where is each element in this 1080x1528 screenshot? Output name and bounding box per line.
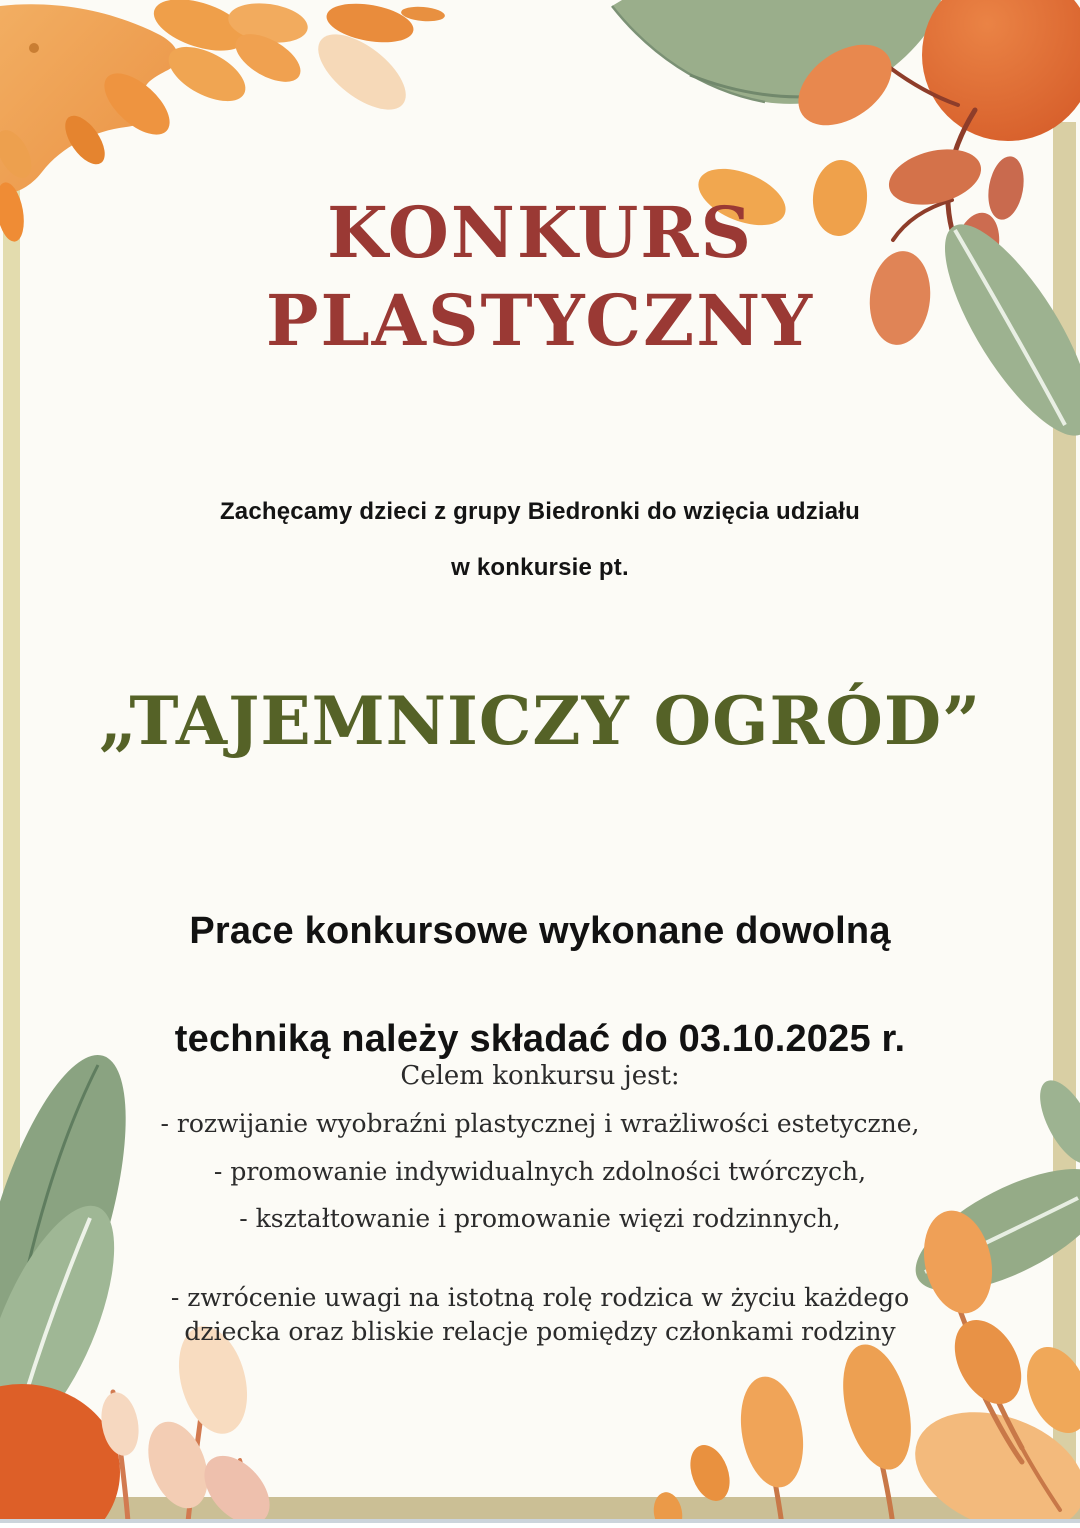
intro-text-line1: Zachęcamy dzieci z grupy Biedronki do wzięcia udziału: [219, 498, 861, 525]
photo-bottom-edge: [0, 1519, 1080, 1528]
goal-item-text: - zwrócenie uwagi na istotną rolę rodzica w życiu każdego dziecka oraz bliskie relacje pomiędzy członkami rodziny: [170, 1283, 910, 1346]
goal-item: - promowanie indywidualnych zdolności twórczych,: [213, 1157, 867, 1186]
intro-text-line2: w konkursie pt.: [451, 554, 629, 581]
submission-line2: techniką należy składać do 03.10.2025 r.: [174, 1018, 906, 1060]
poster-title-line2: PLASTYCZNY: [265, 279, 815, 362]
submission-line1: Prace konkursowe wykonane dowolną: [189, 910, 891, 952]
contest-title: „TAJEMNICZY OGRÓD”: [98, 682, 982, 760]
goal-item: - rozwijanie wyobraźni plastycznej i wrażliwości estetyczne,: [160, 1109, 920, 1138]
goal-item: - kształtowanie i promowanie więzi rodzinnych,: [239, 1204, 841, 1233]
goals-heading: Celem konkursu jest:: [400, 1061, 680, 1091]
poster-title-line1: KONKURS: [326, 191, 754, 274]
goal-item: [0, 1247, 1080, 1349]
